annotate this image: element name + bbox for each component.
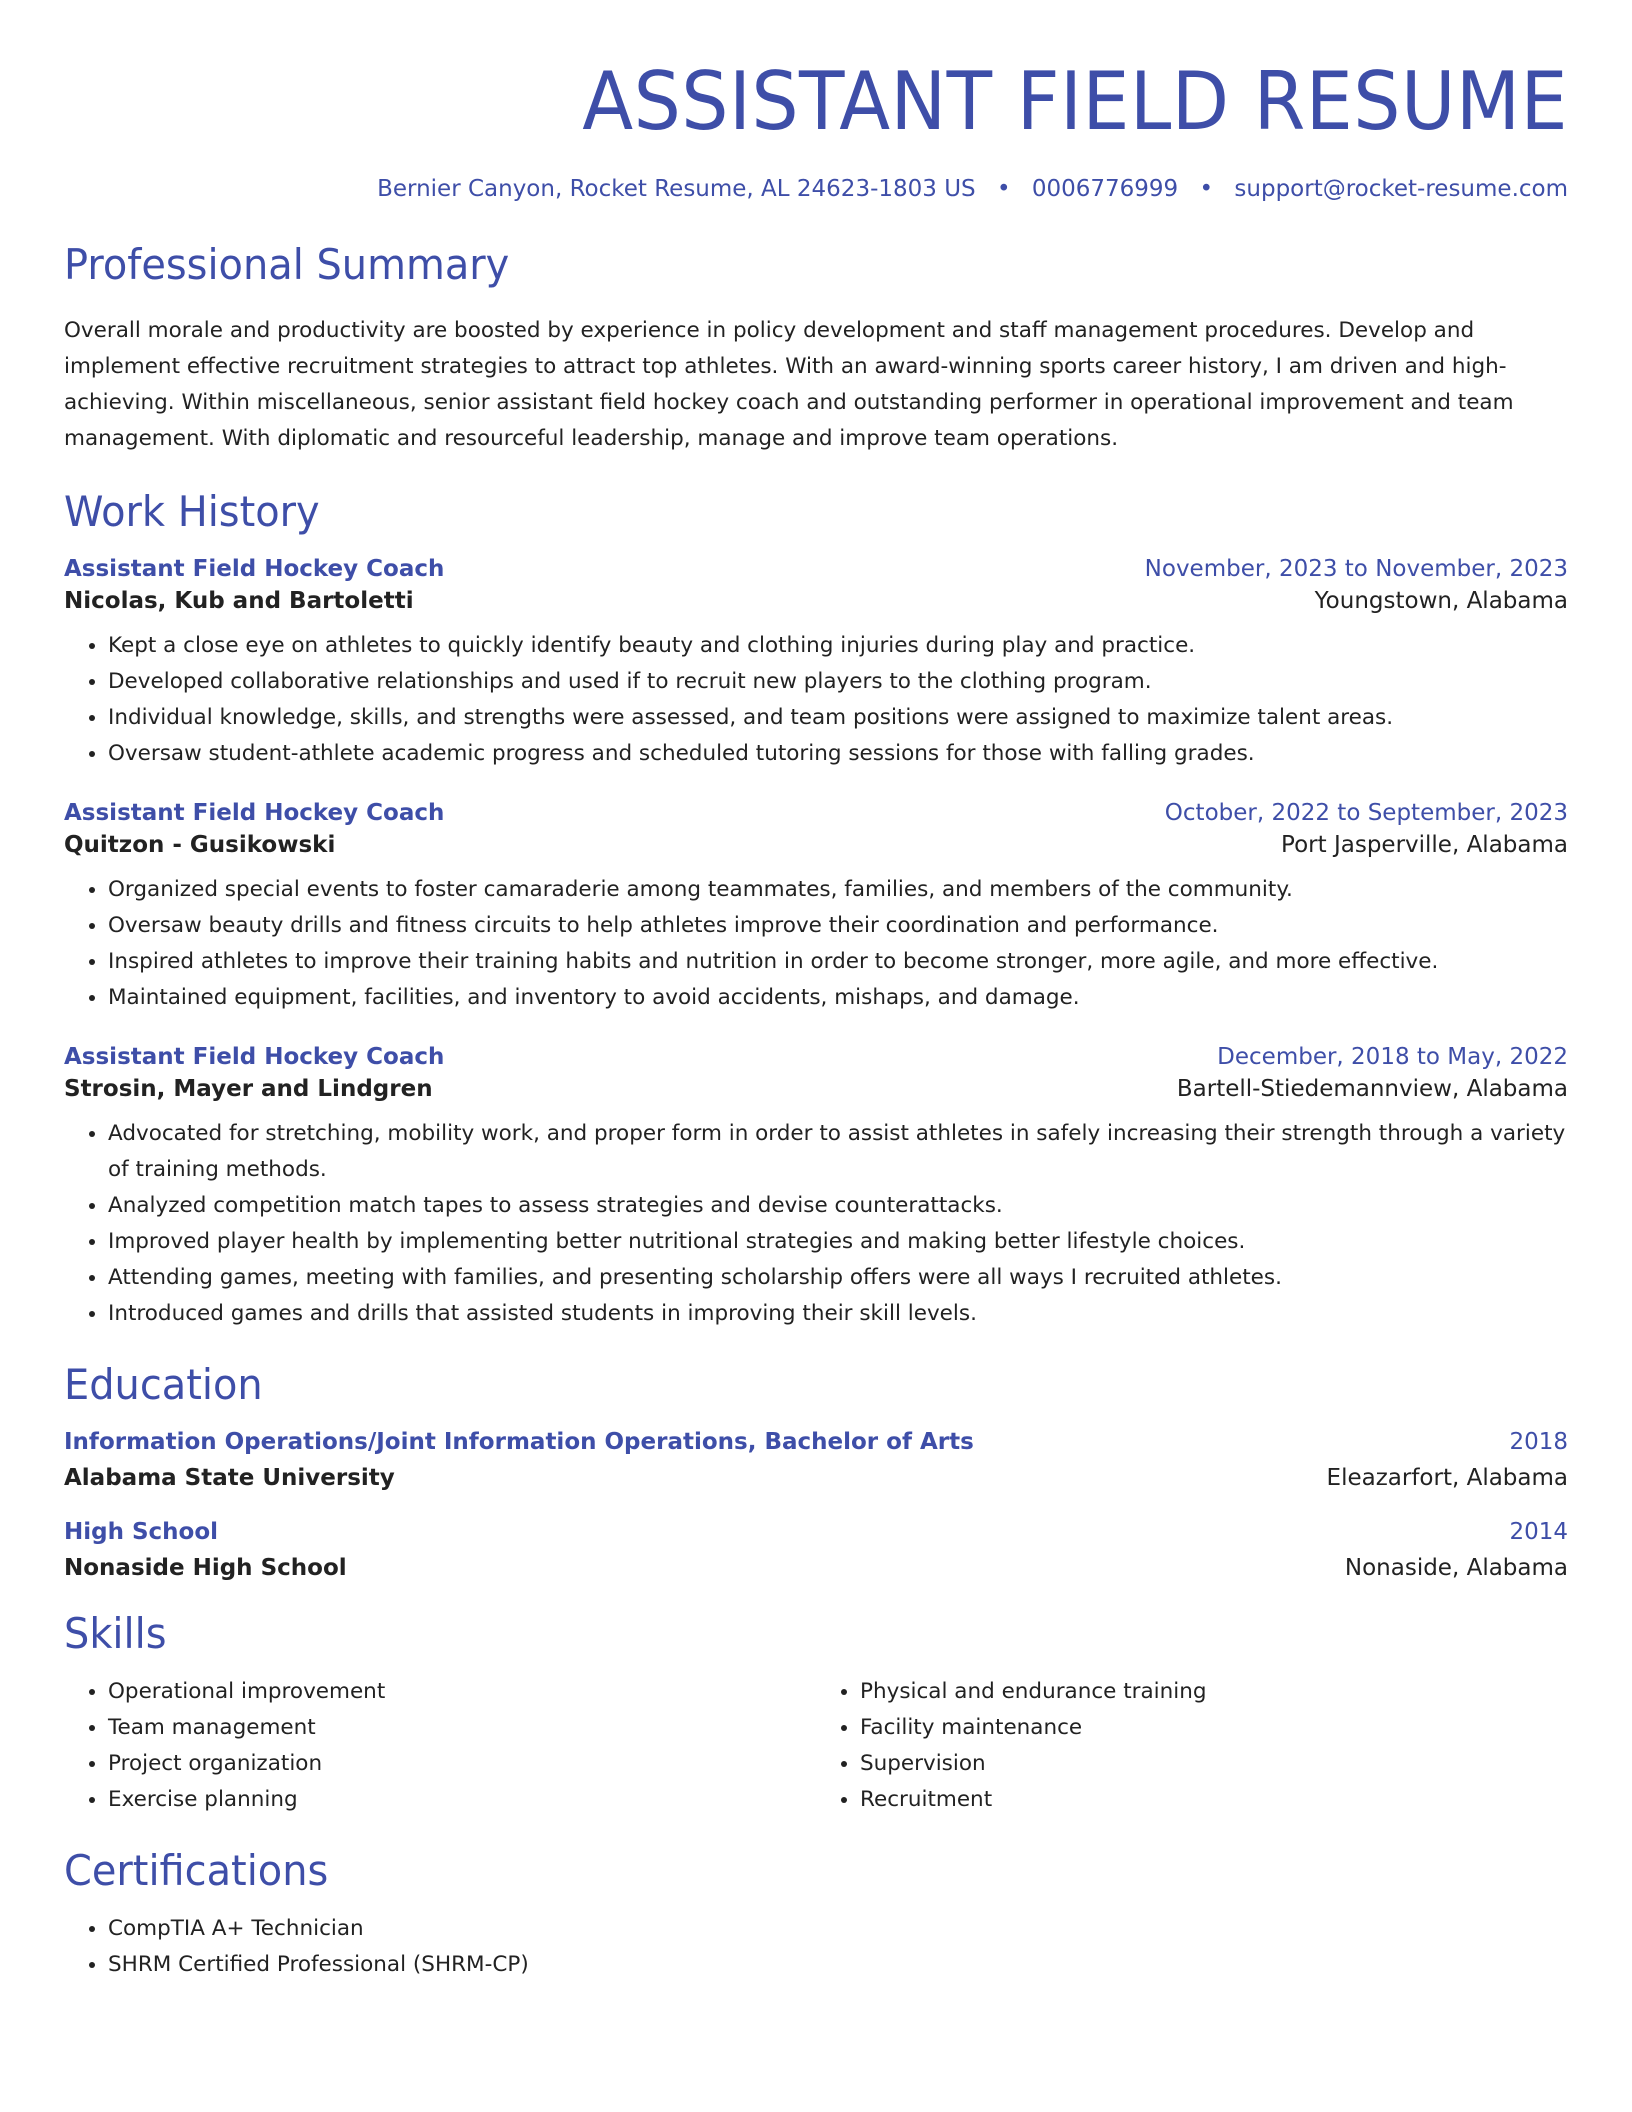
- job-bullets: [64, 872, 1568, 1016]
- job-dates: November, 2023 to November, 2023: [1144, 556, 1568, 582]
- skill-item: • Exercise planning: [108, 1782, 816, 1818]
- job-dates: October, 2022 to September, 2023: [1164, 800, 1568, 826]
- education-heading: Education: [64, 1360, 263, 1409]
- contact-separator: •: [996, 176, 1011, 202]
- education-year: 2014: [1509, 1519, 1568, 1545]
- job-bullet: • Kept a close eye on athletes to quickly identify beauty and clothing injuries during play and practice.: [108, 628, 1568, 664]
- job-bullet: • Individual knowledge, skills, and strengths were assessed, and team positions were assigned to maximize talent areas.: [108, 700, 1568, 736]
- contact-address: Bernier Canyon, Rocket Resume, AL 24623-1803 US: [377, 176, 976, 202]
- job-entry: [64, 556, 1568, 772]
- job-title: Assistant Field Hockey Coach: [64, 556, 445, 582]
- education-entry: [64, 1429, 1568, 1491]
- job-bullet: • Analyzed competition match tapes to assess strategies and devise counterattacks.: [108, 1188, 1568, 1224]
- skill-item: • Facility maintenance: [860, 1710, 1568, 1746]
- job-bullet: • Oversaw student-athlete academic progress and scheduled tutoring sessions for those with falling grades.: [108, 736, 1568, 772]
- skill-item: • Project organization: [108, 1746, 816, 1782]
- job-entry: [64, 1044, 1568, 1332]
- certifications-heading: Certifications: [64, 1846, 329, 1895]
- education-year: 2018: [1509, 1429, 1568, 1455]
- job-company: Quitzon - Gusikowski: [64, 832, 336, 858]
- job-bullet: • Organized special events to foster camaraderie among teammates, families, and members of the community.: [108, 872, 1568, 908]
- job-bullet: • Developed collaborative relationships and used if to recruit new players to the clothing program.: [108, 664, 1568, 700]
- skill-item: • Operational improvement: [108, 1674, 816, 1710]
- job-bullet: • Attending games, meeting with families, and presenting scholarship offers were all ways I recruited athletes.: [108, 1260, 1568, 1296]
- education-degree: Information Operations/Joint Information Operations, Bachelor of Arts: [64, 1429, 974, 1455]
- contact-separator: •: [1199, 176, 1214, 202]
- job-bullet: • Improved player health by implementing better nutritional strategies and making better lifestyle choices.: [108, 1224, 1568, 1260]
- job-bullet: • Advocated for stretching, mobility work, and proper form in order to assist athletes in safely increasing their strength through a variety of training methods.: [108, 1116, 1568, 1188]
- job-company: Nicolas, Kub and Bartoletti: [64, 588, 414, 614]
- education-school: Nonaside High School: [64, 1555, 347, 1581]
- job-location: Port Jasperville, Alabama: [1281, 832, 1568, 858]
- contact-phone: 0006776999: [1031, 176, 1179, 202]
- resume-title: ASSISTANT FIELD RESUME: [582, 55, 1568, 148]
- certification-item: • SHRM Certified Professional (SHRM-CP): [108, 1947, 1568, 1983]
- education-location: Eleazarfort, Alabama: [1326, 1465, 1568, 1491]
- skills-heading: Skills: [64, 1609, 167, 1658]
- job-bullet: • Inspired athletes to improve their training habits and nutrition in order to become stronger, more agile, and more effective.: [108, 944, 1568, 980]
- contact-line: [64, 176, 1568, 202]
- job-bullet: • Oversaw beauty drills and fitness circuits to help athletes improve their coordination and performance.: [108, 908, 1568, 944]
- education-school: Alabama State University: [64, 1465, 395, 1491]
- education-entry: [64, 1519, 1568, 1581]
- work-history-heading: Work History: [64, 487, 320, 536]
- skills-column-left: [64, 1674, 816, 1818]
- summary-heading: Professional Summary: [64, 240, 510, 289]
- job-bullets: [64, 628, 1568, 772]
- job-title: Assistant Field Hockey Coach: [64, 800, 445, 826]
- contact-email[interactable]: support@rocket-resume.com: [1234, 176, 1568, 202]
- job-bullets: [64, 1116, 1568, 1332]
- job-company: Strosin, Mayer and Lindgren: [64, 1076, 433, 1102]
- skill-item: • Supervision: [860, 1746, 1568, 1782]
- job-bullet: • Introduced games and drills that assisted students in improving their skill levels.: [108, 1296, 1568, 1332]
- job-location: Youngstown, Alabama: [1314, 588, 1568, 614]
- certification-item: • CompTIA A+ Technician: [108, 1911, 1568, 1947]
- job-title: Assistant Field Hockey Coach: [64, 1044, 445, 1070]
- job-location: Bartell-Stiedemannview, Alabama: [1176, 1076, 1568, 1102]
- skill-item: • Team management: [108, 1710, 816, 1746]
- job-dates: December, 2018 to May, 2022: [1217, 1044, 1568, 1070]
- skills-list: [64, 1674, 1568, 1818]
- certifications-list: [64, 1911, 1568, 1983]
- skills-column-right: [816, 1674, 1568, 1818]
- skill-item: • Recruitment: [860, 1782, 1568, 1818]
- job-entry: [64, 800, 1568, 1016]
- summary-text: Overall morale and productivity are boosted by experience in policy development and staff management procedures. Develop and implement effective recruitment strategies to attract top athletes. With an award-winning sports career history, I am driven and high-achieving. Within miscellaneous, senior assistant field hockey coach and outstanding performer in operational improvement and team management. With diplomatic and resourceful leadership, manage and improve team operations.: [64, 318, 1514, 451]
- education-location: Nonaside, Alabama: [1344, 1555, 1568, 1581]
- job-bullet: • Maintained equipment, facilities, and inventory to avoid accidents, mishaps, and damage.: [108, 980, 1568, 1016]
- skill-item: • Physical and endurance training: [860, 1674, 1568, 1710]
- education-degree: High School: [64, 1519, 219, 1545]
